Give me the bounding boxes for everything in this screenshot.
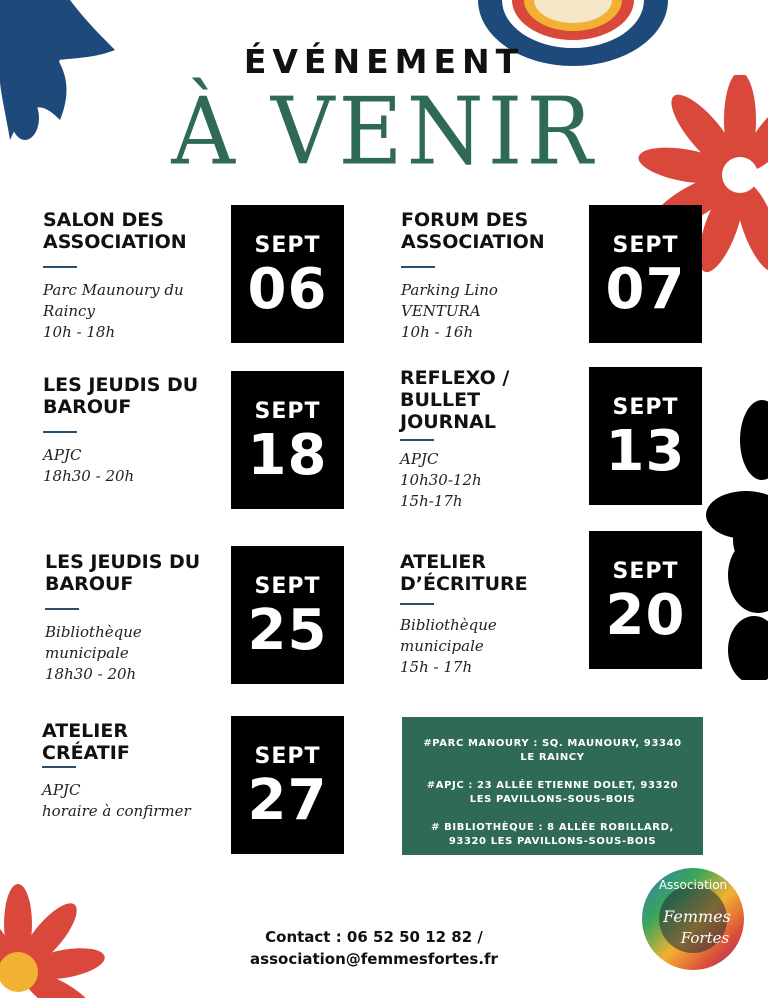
date-box (231, 205, 344, 343)
event-divider (400, 603, 434, 605)
date-month: SEPT (612, 233, 679, 258)
title-a-venir: À VENIR (171, 77, 597, 186)
title-evenement: ÉVÉNEMENT (243, 42, 525, 81)
event-item (45, 551, 225, 685)
date-month: SEPT (254, 399, 321, 424)
logo-word-fortes: Fortes (680, 929, 730, 947)
bottom-flower-decoration-icon (0, 880, 120, 998)
date-month: SEPT (254, 574, 321, 599)
black-flower-decoration-icon (704, 400, 768, 680)
event-item (401, 209, 581, 343)
address-apjc: #APJC : 23 ALLÉE ETIENNE DOLET, 93320 LES PAVILLONS-SOUS-BOIS (426, 780, 679, 805)
date-box (231, 371, 344, 509)
event-details: Bibliothèque municipale 18h30 - 20h (45, 623, 142, 683)
event-details: Bibliothèque municipale 15h - 17h (400, 616, 497, 676)
date-box (231, 716, 344, 854)
contact-email[interactable]: association@femmesfortes.fr (250, 950, 498, 968)
event-title: SALON DES ASSOCIATION (43, 209, 187, 253)
date-box (589, 205, 702, 343)
event-item (400, 551, 580, 678)
date-day: 20 (605, 583, 686, 648)
event-divider (43, 431, 77, 433)
event-details: APJC 18h30 - 20h (43, 446, 135, 485)
event-item (43, 374, 223, 487)
event-details: Parc Maunoury du Raincy 10h - 18h (43, 281, 184, 341)
date-box (589, 531, 702, 669)
date-month: SEPT (612, 395, 679, 420)
event-item (42, 720, 222, 822)
date-day: 07 (605, 257, 686, 322)
event-title: ATELIER CRÉATIF (42, 720, 130, 764)
event-divider (400, 439, 434, 441)
event-title: FORUM DES ASSOCIATION (401, 209, 545, 253)
date-day: 27 (247, 768, 328, 833)
date-box (589, 367, 702, 505)
date-month: SEPT (254, 744, 321, 769)
event-title: LES JEUDIS DU BAROUF (45, 551, 201, 595)
event-title: REFLEXO / BULLET JOURNAL (400, 367, 510, 433)
date-day: 06 (247, 257, 328, 322)
date-day: 18 (247, 423, 328, 488)
event-item (400, 367, 580, 512)
address-box (402, 717, 703, 855)
event-title: LES JEUDIS DU BAROUF (43, 374, 199, 418)
logo-word-association: Association (658, 878, 728, 892)
date-day: 25 (247, 598, 328, 663)
event-divider (401, 266, 435, 268)
logo-word-femmes: Femmes (663, 907, 731, 926)
date-day: 13 (605, 419, 686, 484)
event-details: Parking Lino VENTURA 10h - 16h (401, 281, 498, 341)
event-divider (43, 266, 77, 268)
address-bibliotheque: # BIBLIOTHÈQUE : 8 ALLÉE ROBILLARD, 93320 LES PAVILLONS-SOUS-BOIS (431, 822, 674, 847)
femmes-fortes-logo-icon (641, 867, 745, 971)
contact-phone: Contact : 06 52 50 12 82 / (265, 928, 483, 946)
event-divider (42, 766, 76, 768)
contact-info (200, 926, 548, 970)
event-details: APJC 10h30-12h 15h-17h (400, 450, 482, 510)
date-month: SEPT (254, 233, 321, 258)
date-month: SEPT (612, 559, 679, 584)
address-parc-manoury: #PARC MANOURY : SQ. MAUNOURY, 93340 LE RAINCY (423, 738, 682, 763)
event-details: APJC horaire à confirmer (42, 781, 191, 820)
event-title: ATELIER D’ÉCRITURE (400, 551, 528, 595)
date-box (231, 546, 344, 684)
event-divider (45, 608, 79, 610)
event-item (43, 209, 223, 343)
